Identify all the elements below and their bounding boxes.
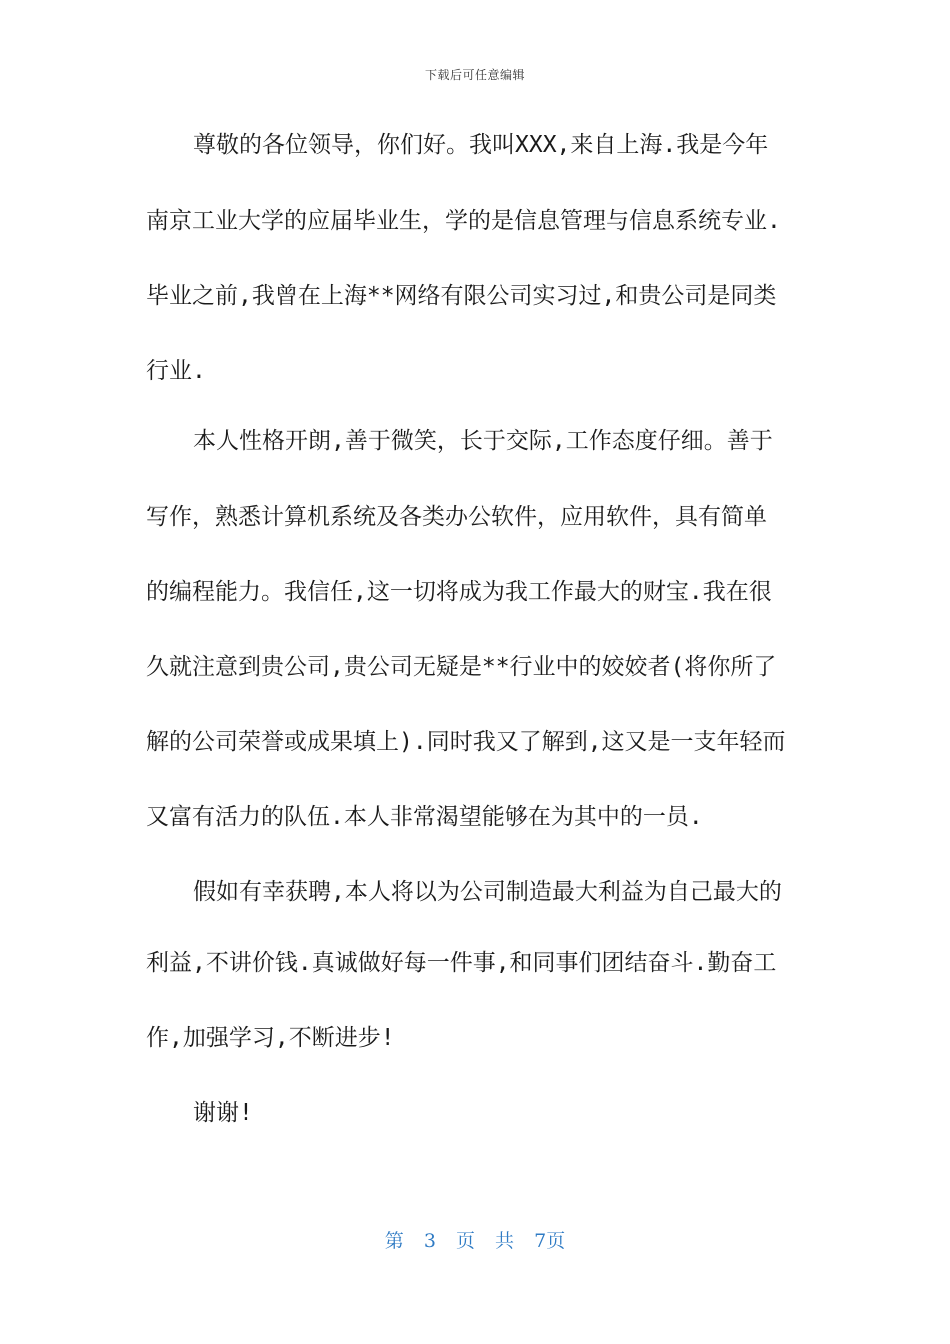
paragraph-1-line-2: 南京工业大学的应届毕业生，学的是信息管理与信息系统专业.	[146, 208, 781, 234]
footer-word-di: 第	[384, 1230, 404, 1252]
header-note: 下载后可任意编辑	[424, 68, 525, 82]
paragraph-1-line-4: 行业.	[146, 358, 206, 384]
paragraph-2-line-4: 久就注意到贵公司,贵公司无疑是**行业中的姣姣者(将你所了	[146, 654, 777, 680]
paragraph-2-line-1: 本人性格开朗,善于微笑，长于交际,工作态度仔细。善于	[193, 428, 773, 454]
paragraph-2-line-2: 写作，熟悉计算机系统及各类办公软件，应用软件，具有简单	[146, 504, 767, 530]
footer-current-page: 3	[423, 1230, 436, 1252]
page-footer	[0, 1226, 950, 1253]
paragraph-2-line-6: 又富有活力的队伍.本人非常渴望能够在为其中的一员.	[146, 804, 703, 830]
footer-word-gong: 共	[495, 1230, 515, 1252]
paragraph-2-line-5: 解的公司荣誉或成果填上).同时我又了解到,这又是一支年轻而	[146, 729, 786, 755]
closing-thanks: 谢谢!	[193, 1100, 253, 1126]
paragraph-2-line-3: 的编程能力。我信任,这一切将成为我工作最大的财宝.我在很	[146, 579, 772, 605]
paragraph-3-line-1: 假如有幸获聘,本人将以为公司制造最大利益为自己最大的	[193, 879, 782, 905]
paragraph-3-line-3: 作,加强学习,不断进步!	[146, 1025, 395, 1051]
paragraph-3-line-2: 利益,不讲价钱.真诚做好每一件事,和同事们团结奋斗.勤奋工	[146, 950, 777, 976]
paragraph-1-line-1: 尊敬的各位领导，你们好。我叫XXX,来自上海.我是今年	[193, 132, 769, 158]
footer-word-ye: 页	[455, 1230, 475, 1252]
footer-total-pages: 7页	[534, 1230, 566, 1252]
paragraph-1-line-3: 毕业之前,我曾在上海**网络有限公司实习过,和贵公司是同类	[146, 283, 777, 309]
